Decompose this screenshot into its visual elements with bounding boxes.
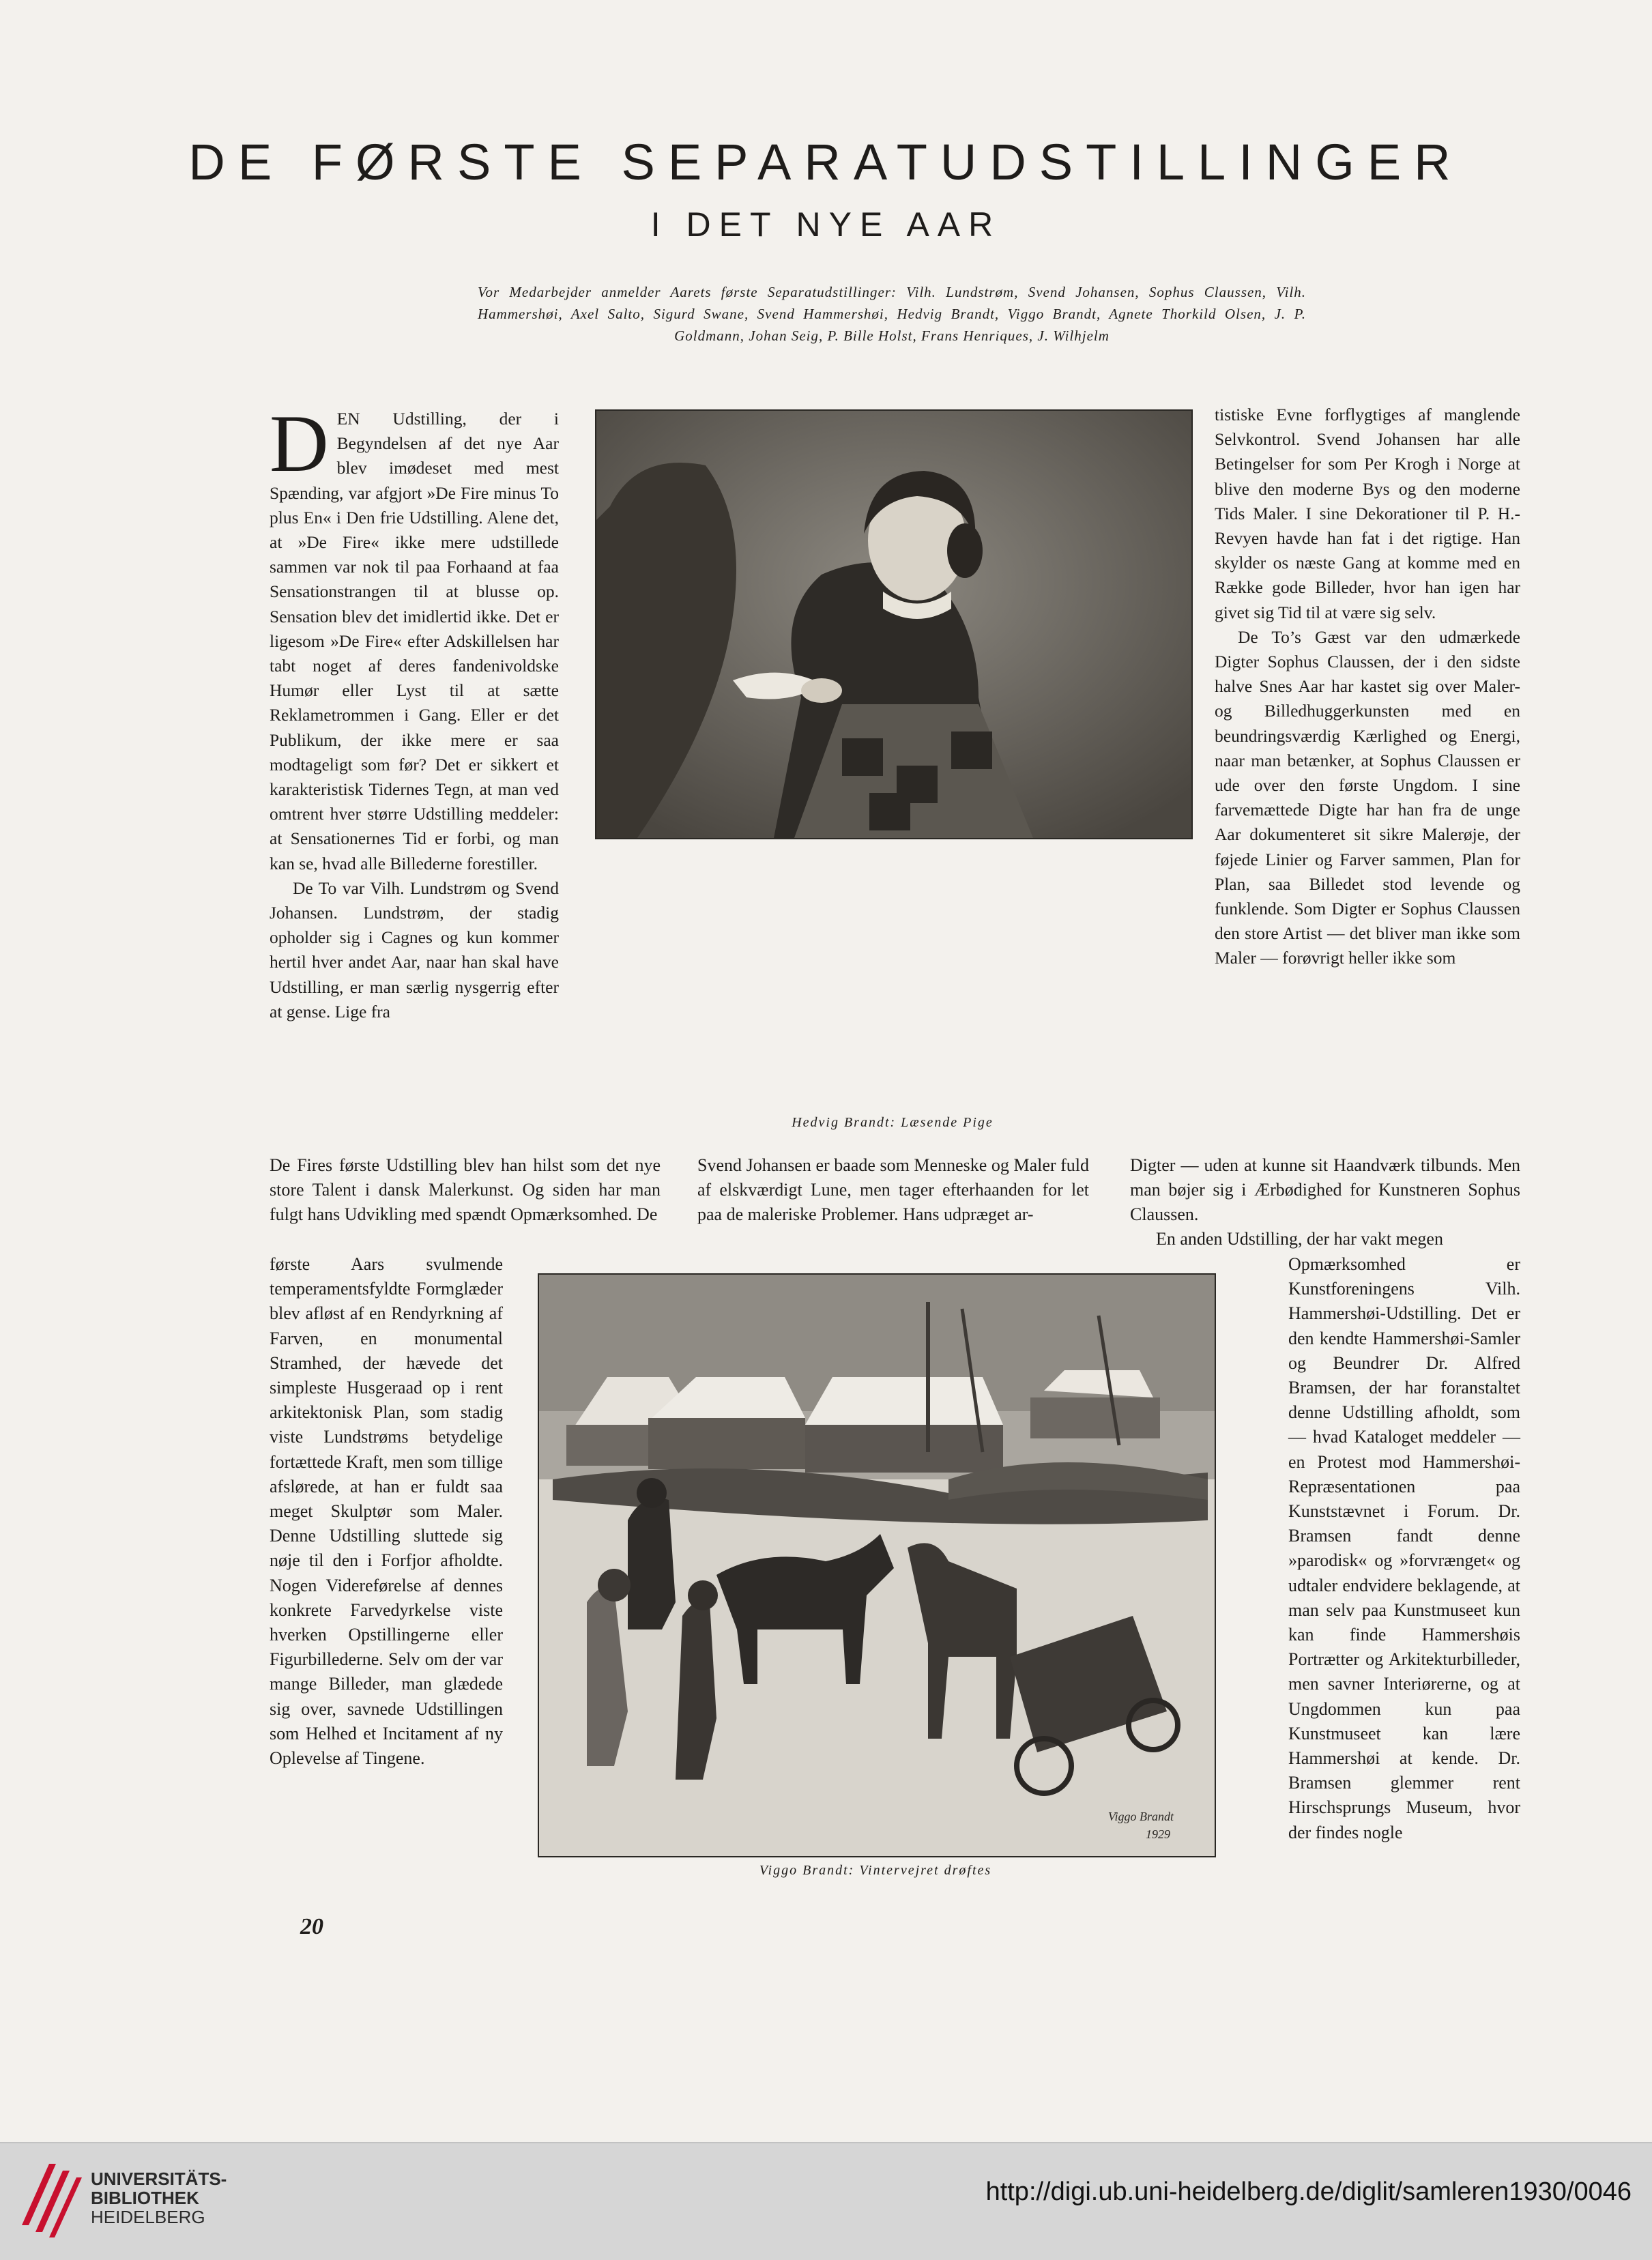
paragraph-1: EN Udstilling, der i Begyndelsen af det nye Aar blev imødeset med mest Spænding, var afgjort »De Fire minus To plus En« i Den frie Udstilling. Alene det, at »De Fire« ikke mere udstillede sammen var nok til paa Forhaand at faa Sensationstrangen til at blusse op. Sensation blev det imidlertid ikke. Det er ligesom »De Fire« efter Adskillelsen har tabt noget af deres fandenivoldske Humør eller Lyst til at sætte Reklametrommen i Gang. Eller er det Publikum, der ikke mere er saa modtageligt som før? Det er sikkert et karakteristisk Tidernes Tegn, at man ved omtrent hver større Udstilling meddeler: at Sensationernes Tid er forbi, og man kan se, hvad alle Billederne forestiller. xyxy=(270,409,559,873)
painting-signature-year: 1929 xyxy=(1146,1827,1170,1841)
logo-line-3: HEIDELBERG xyxy=(91,2207,205,2227)
source-url-link[interactable]: http://digi.ub.uni-heidelberg.de/diglit/samleren1930/0046 xyxy=(985,2177,1632,2206)
article-subtitle: I DET NYE AAR xyxy=(650,205,1002,244)
right-column-bottom-body: Opmærksomhed er Kunstforeningens Vilh. Hammershøi-Udstilling. Det er den kendte Hammershøi-Samler og Beundrer Dr. Alfred Bramsen, der har foranstaltet denne Udstilling afholdt, som — hvad Kataloget meddeler — en Protest mod Hammershøi-Repræsentationen paa Kunststævnet i Forum. Dr. Bramsen fandt denne »parodisk« og »forvrænget« og udtaler endvidere beklagende, at man selv paa Kunstmuseet kun kan finde Hammershøis Portrætter og Arkitekturbilleder, men savner Interiørerne, og at Ungdommen kun paa Kunstmuseet kan lære Hammershøi at kende. Dr. Bramsen glemmer rent Hirschsprungs Museum, hvor der findes nogle xyxy=(1288,1254,1520,1842)
library-logo-icon xyxy=(15,2157,83,2239)
paragraph-2: De To var Vilh. Lundstrøm og Svend Johansen. Lundstrøm, der stadig opholder sig i Cagnes og kun kommer hertil hver andet Aar, naar han skal have Udstilling, er man særlig nysgerrig efter at gense. Lige fra xyxy=(270,878,559,1022)
library-logo-text xyxy=(91,2169,227,2227)
painting-reading-girl xyxy=(595,409,1193,839)
left-column-top xyxy=(270,398,559,1024)
caption-bottom: Viggo Brandt: Vintervejret drøftes xyxy=(759,1863,992,1878)
right-bottom-lead: En anden Udstilling, der har vakt megen xyxy=(1156,1229,1443,1249)
right-column-top xyxy=(1215,403,1520,971)
painting-winter-scene xyxy=(538,1273,1216,1857)
band-col-3: Digter — uden at kunne sit Haandværk tilbunds. Men man bøjer sig i Ærbødighed for Kunstneren Sophus Claussen. xyxy=(1130,1155,1520,1225)
paragraph-right-1: tistiske Evne forflygtiges af manglende Selvkontrol. Svend Johansen har alle Betingelser for som Per Krogh i Norge at blive den moderne Bys og den moderne Tids Maler. I sine Dekorationer til P. H.-Revyen havde han fat i det rigtige. Han skylder os næste Gang at komme med en Række gode Billeder, hvor han igen har givet sig Tid til at være sig selv. xyxy=(1215,405,1520,622)
left-column-bottom: første Aars svulmende temperamentsfyldte Formglæder blev afløst af en Rendyrkning af Farven, en monumental Stramhed, der hævede det simpleste Husgeraad op i rent arkitektonisk Plan, som stadig viste Lundstrøms betydelige fortættede Kraft, men som tillige afslørede, at han er fuldt saa meget Skulptør som Maler. Denne Udstilling sluttede sig nøje til den i Forfjor afholdte. Nogen Videreførelse af dennes konkrete Farvedyrkelse viste hverken Opstillingerne eller Figurbillederne. Selv om der var mange Billeder, man glædede sig over, savnede Udstillingen som Helhed et Incitament af ny Oplevelse af Tingene. xyxy=(270,1254,503,1769)
intro-paragraph: Vor Medarbejder anmelder Aarets første Separatudstillinger: Vilh. Lundstrøm, Svend Johansen, Sophus Claussen, Vilh. Hammershøi, Axel Salto, Sigurd Swane, Svend Hammershøi, Hedvig Brandt, Viggo Brandt, Agnete Thorkild Olsen, J. P. Goldmann, Johan Seig, P. Bille Holst, Frans Henriques, J. Wilhjelm xyxy=(478,284,1306,344)
painting-signature-name: Viggo Brandt xyxy=(1107,1810,1174,1823)
right-column-bottom xyxy=(1133,1227,1520,1251)
logo-line-2: BIBLIOTHEK xyxy=(91,2188,199,2208)
band-col-1: De Fires første Udstilling blev han hilst som det nye store Talent i dansk Malerkunst. Og siden har man fulgt hans Udvikling med spændt Opmærksomhed. De xyxy=(270,1155,661,1225)
article-title: DE FØRSTE SEPARATUDSTILLINGER xyxy=(188,134,1464,190)
winter-scene-image xyxy=(539,1275,1215,1856)
caption-top: Hedvig Brandt: Læsende Pige xyxy=(792,1115,994,1130)
reading-girl-image xyxy=(596,411,1191,838)
page-number: 20 xyxy=(300,1914,323,1939)
band-col-2: Svend Johansen er baade som Menneske og Maler fuld af elskværdigt Lune, men tager efterhaanden for let paa de maleriske Problemer. Hans udpræget ar- xyxy=(697,1155,1089,1225)
logo-line-1: UNIVERSITÄTS- xyxy=(91,2169,227,2189)
paragraph-right-2: De To’s Gæst var den udmærkede Digter Sophus Claussen, der i den sidste halve Snes Aar har kastet sig over Maler- og Billedhuggerkunsten med en beundringsværdig Kærlighed og Energi, naar man betænker, at Sophus Claussen er ude over den første Ungdom. I sine farvemættede Digte har han fra de unge Aar dokumenteret sit sikre Malerøje, der føjede Linier og Farver sammen, Plan for Plan, saa Billedet stod levende og funklende. Som Digter er Sophus Claussen den store Artist — det bliver man ikke som Maler — forøvrigt heller ikke som xyxy=(1215,626,1520,968)
drop-cap: D xyxy=(270,398,329,489)
library-footer xyxy=(0,2142,1652,2260)
